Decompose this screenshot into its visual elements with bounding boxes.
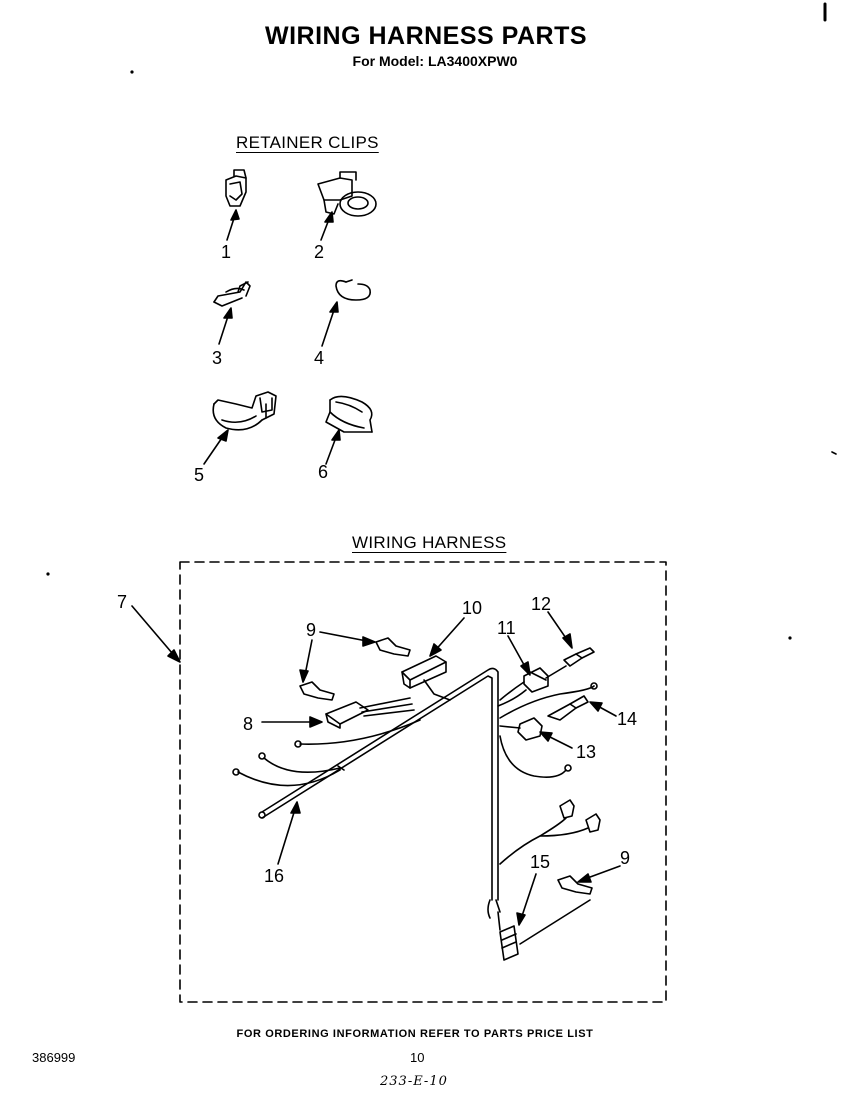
wiring-harness-heading: WIRING HARNESS <box>352 533 507 552</box>
terminal-12 <box>564 648 594 666</box>
document-number: 386999 <box>32 1050 76 1065</box>
page-number: 10 <box>410 1050 425 1065</box>
arrowhead-9a-1 <box>363 637 375 646</box>
handwritten-note: 233-E-10 <box>380 1074 448 1089</box>
arrowhead-8 <box>310 717 322 727</box>
arrowhead-7 <box>168 650 180 662</box>
arrowhead-3 <box>224 308 232 318</box>
arrowhead-9a-2 <box>300 670 308 682</box>
callout-6: 6 <box>318 462 329 482</box>
callout-12: 12 <box>531 594 552 614</box>
model-subtitle: For Model: LA3400XPW0 <box>352 53 518 69</box>
callout-9-upper: 9 <box>306 620 317 640</box>
retainer-clip-3 <box>214 282 250 306</box>
callout-16: 16 <box>264 866 285 886</box>
callout-15: 15 <box>530 852 551 872</box>
callout-5: 5 <box>194 465 205 485</box>
callout-14: 14 <box>617 709 638 729</box>
harness-connector-15 <box>498 912 518 960</box>
retainer-clip-5 <box>213 392 276 430</box>
arrowhead-1 <box>231 210 239 220</box>
arrowhead-15 <box>517 913 525 925</box>
harness-boundary <box>180 562 666 1002</box>
callout-11: 11 <box>497 618 516 638</box>
harness-left-wires <box>233 720 420 786</box>
harness-connector-13 <box>500 718 571 777</box>
speck <box>832 452 836 454</box>
arrowhead-4 <box>330 302 338 312</box>
leader-16 <box>278 806 296 864</box>
retainer-clip-2 <box>318 172 376 216</box>
arrowhead-11 <box>521 662 530 675</box>
retainer-clip-6 <box>326 396 372 432</box>
callout-3: 3 <box>212 348 223 368</box>
harness-connector-10 <box>402 656 450 700</box>
harness-main-trunk <box>259 668 500 918</box>
retainer-clip-4 <box>336 280 370 300</box>
retainer-clips-heading: RETAINER CLIPS <box>236 133 379 152</box>
arrowhead-13 <box>540 732 552 741</box>
callout-7: 7 <box>117 592 128 612</box>
arrowhead-6 <box>332 430 340 440</box>
harness-connector-11 <box>498 666 566 706</box>
callout-8: 8 <box>243 714 254 734</box>
callout-2: 2 <box>314 242 325 262</box>
harness-connector-8 <box>326 698 414 728</box>
speck <box>789 637 791 639</box>
arrowhead-5 <box>218 430 228 441</box>
page-title: WIRING HARNESS PARTS <box>264 22 588 50</box>
speck <box>47 573 49 575</box>
retainer-clip-1 <box>226 170 246 206</box>
arrowhead-16 <box>291 802 300 813</box>
callout-13: 13 <box>576 742 597 762</box>
speck <box>131 71 133 73</box>
terminal-9-lower <box>520 876 592 944</box>
arrowhead-9b <box>578 874 591 882</box>
ordering-footer: FOR ORDERING INFORMATION REFER TO PARTS PRICE LIST <box>236 1028 594 1040</box>
callout-4: 4 <box>314 348 325 368</box>
terminal-9-upper <box>300 638 410 700</box>
callout-1: 1 <box>221 242 232 262</box>
arrowhead-14 <box>590 702 602 711</box>
callout-9-lower: 9 <box>620 848 631 868</box>
callout-10: 10 <box>462 598 483 618</box>
